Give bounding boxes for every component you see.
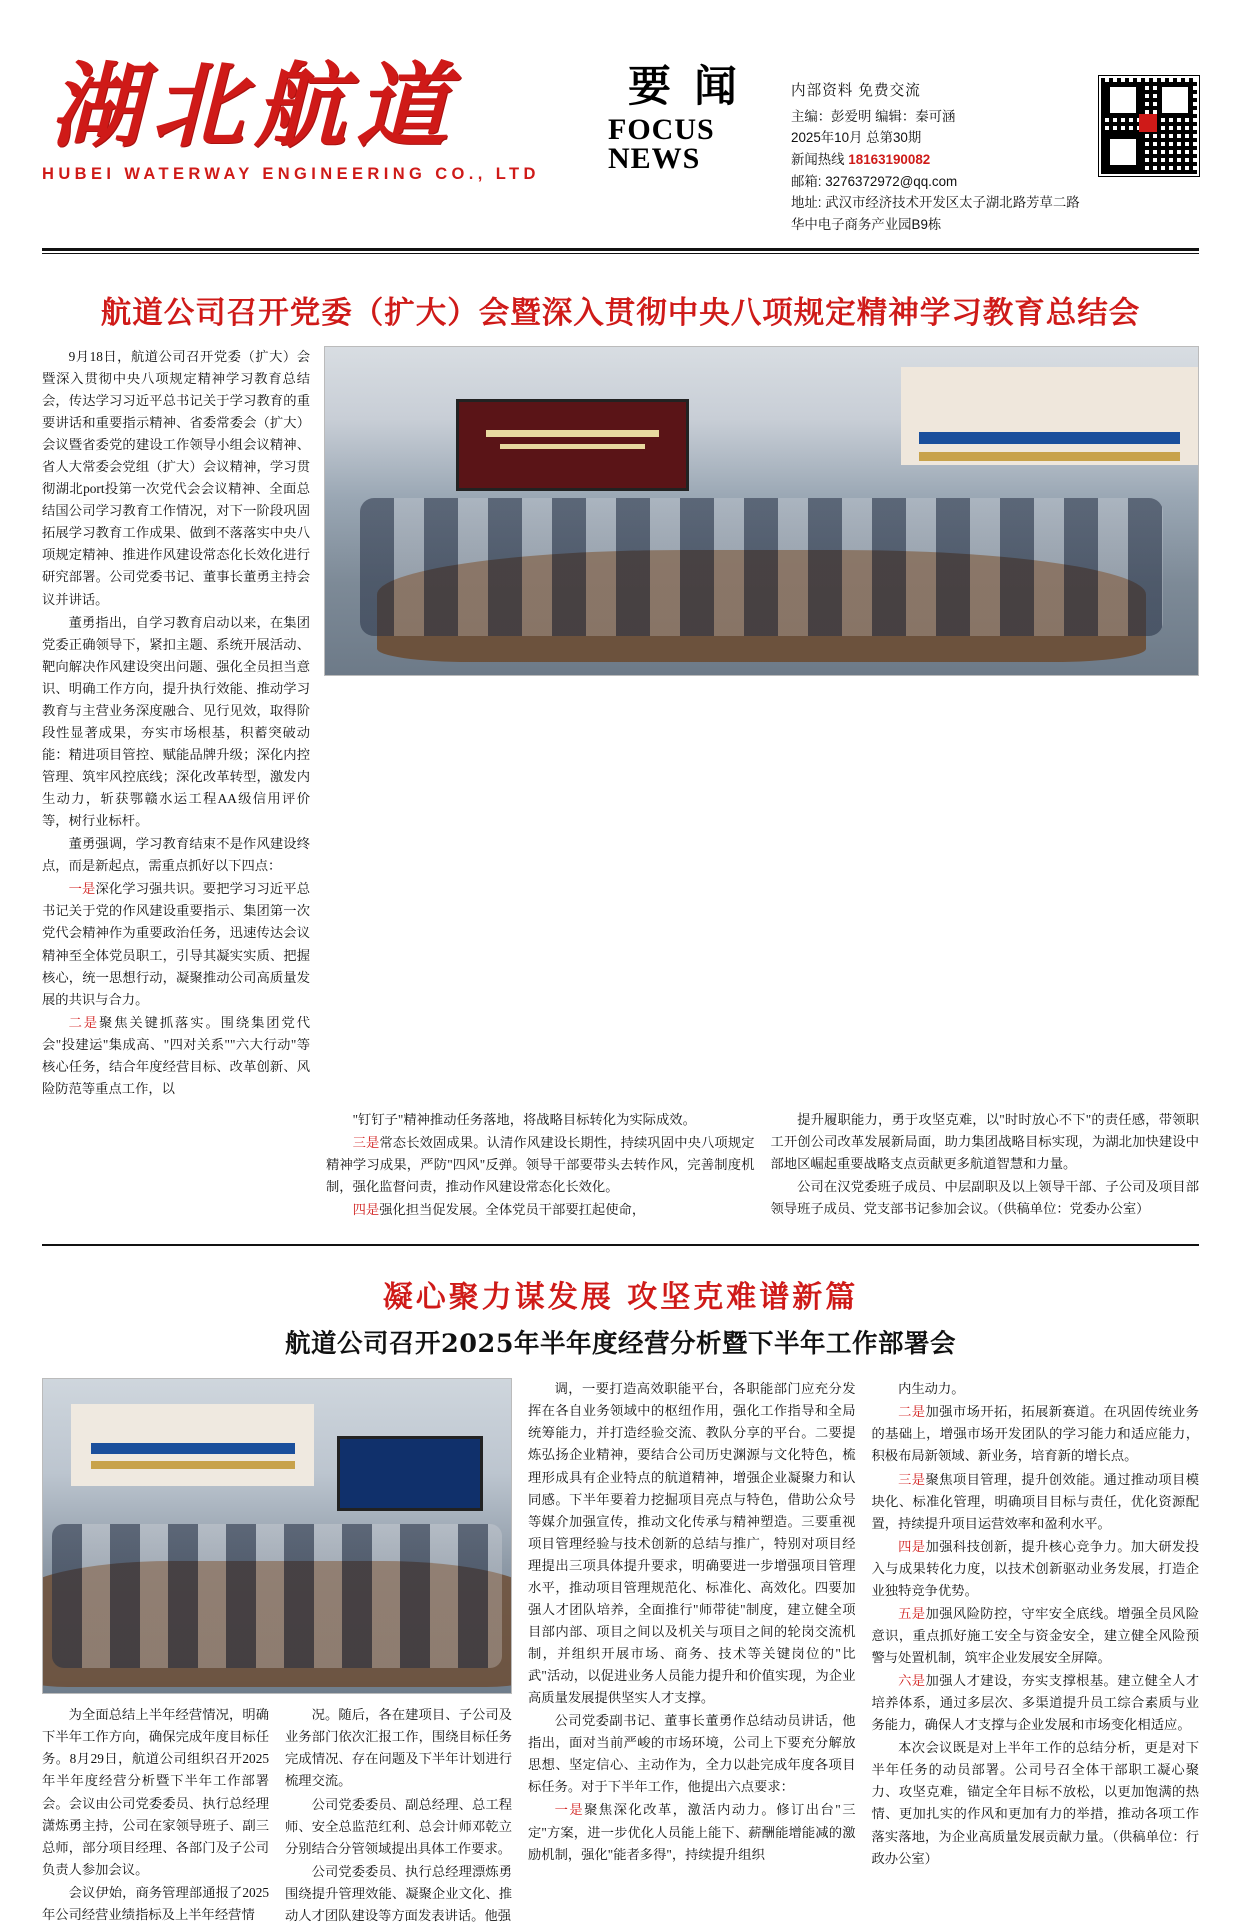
article2-item-lead: 六是 (898, 1673, 926, 1689)
article2-list-item (872, 1670, 1200, 1736)
article1-item-text: 强化担当促发展。全体党员干部要扛起使命， (379, 1202, 646, 1218)
section-divider (42, 1244, 1199, 1246)
article2-column-c (528, 1378, 856, 1866)
article2-item-lead: 五是 (898, 1605, 926, 1621)
article2-left-columns (42, 1704, 512, 1928)
company-wall-sign (71, 1404, 314, 1486)
article2-left (42, 1378, 512, 1928)
article1-para: 董勇强调，学习教育结束不是作风建设终点，而是新起点，需重点抓好以下四点： (42, 836, 310, 874)
focus-label-en (602, 115, 767, 174)
focus-en-bottom: NEWS (608, 142, 701, 176)
article1-para: 提升履职能力，勇于攻坚克难，以"时时放心不下"的责任感，带领职工开创公司改革发展新局面，助力集团战略目标实现，为湖北加快建设中部地区崛起重要战略支点贡献更多航道智慧和力量。 (770, 1111, 1199, 1172)
article2-para: 公司党委委员、执行总经理漂炼勇围绕提升管理效能、凝聚企业文化、推动人才团队建设等方面发表讲话。他强 (285, 1863, 512, 1923)
article1-column-2a (42, 1109, 310, 1222)
article2-para: 本次会议既是对上半年工作的总结分析，更是对下半年任务的动员部署。公司号召全体干部职工凝心聚力、攻坚克难，锚定全年目标不放松，以更加饱满的热情、更加扎实的作风和更加有力的举措，推动各项工作落实落地，为企业高质量发展贡献力量。（供稿单位：行政办公室） (871, 1740, 1199, 1866)
article1-item-text: 聚焦关键抓落实。围绕集团党代会"投建运"集成高、"四对关系""六大行动"等核心任务，结合年度经营目标、改革创新、风险防范等重点工作，以 (42, 1014, 311, 1096)
article1-column-2 (326, 1109, 755, 1222)
article2-para: 为全面总结上半年经营情况，明确下半年工作方向，确保完成年度目标任务。8月29日，航道公司组织召开2025年半年度经营分析暨下半年工作部署会。会议由公司党委委员、执行总经理潇炼勇主持，公司在家领导班子、副三总师，部分项目经理、各部门及子公司负责人参加会议。 (42, 1707, 269, 1877)
focus-block (602, 58, 767, 174)
article1-item-text: 深化学习强共识。要把学习习近平总书记关于党的作风建设重要指示、集团第一次党代会精神作为重要政治任务，迅速传达会议精神至全体党员职工，引导其凝实实质、把握核心，统一思想行动，凝聚推动公司高质量发展的共识与合力。 (42, 881, 311, 1007)
article2-column-d (872, 1378, 1200, 1870)
article2-item-text: 加强市场开拓，拓展新赛道。在巩固传统业务的基础上，增强市场开发团队的学习能力和适应能力，积极布局新领域、新业务，培育新的增长点。 (871, 1404, 1200, 1464)
article2-item-text: 聚焦深化改革，激活内动力。修订出台"三定"方案，进一步优化人员能上能下、薪酬能增能减的激励机制，强化"能者多得"，持续提升组织 (528, 1802, 856, 1862)
article2-list-item (872, 1469, 1200, 1535)
article1-para: 9月18日，航道公司召开党委（扩大）会暨深入贯彻中央八项规定精神学习教育总结会，传达学习习近平总书记关于学习教育的重要讲话和重要指示精神、省委常委会（扩大）会议暨省委党的建设工作领导小组会议精神、省人大常委会党组（扩大）会议精神，学习贯彻湖北port投第一次党代会会议精神、全面总结国公司学习教育工作情况，对下一阶段巩固拓展学习教育工作成果、做到不落落实中央八项规定精神、推进作风建设常态化长效化进行研究部署。公司党委书记、董事长董勇主持会议并讲话。 (42, 348, 310, 607)
attendees (52, 1524, 501, 1668)
article2-list-item (528, 1799, 856, 1865)
article1-photo (324, 346, 1199, 676)
article1-list-item (326, 1199, 755, 1221)
article1-item-text: 常态长效固成果。认清作风建设长期性，持续巩固中央八项规定精神学习成果，严防"四风"反弹。领导干部要带头去转作风，完善制度机制，强化监督问责，推动作风建设常态化长效化。 (326, 1135, 755, 1195)
masthead-rule-thick (42, 248, 1199, 251)
company-wall-sign (901, 367, 1198, 465)
paper-title-cn: 湖北航道 (50, 52, 459, 160)
article1-bottom (42, 1109, 1199, 1222)
article2-item-lead: 二是 (898, 1404, 926, 1420)
article1-column-3 (771, 1109, 1200, 1222)
article2-list-item (872, 1603, 1200, 1669)
info-hotline-label: 新闻热线 (791, 152, 845, 168)
article2-item-lead: 三是 (898, 1471, 926, 1487)
info-email: 邮箱: 3276372972@qq.com (791, 173, 958, 189)
logo-block (42, 52, 602, 184)
article2-item-text: 加强风险防控，守牢安全底线。增强全员风险意识，重点抓好施工安全与资金安全，建立健全风险预警与处置机制，筑牢企业发展安全屏障。 (871, 1605, 1200, 1666)
article1-list-item (42, 1012, 310, 1100)
article1-item-lead: 四是 (352, 1202, 380, 1218)
article2-para: 公司党委副书记、董事长董勇作总结动员讲话，他指出，面对当前严峻的市场环境，公司上下要充分解放思想、坚定信心、主动作为，全力以赴完成年度各项目标任务。对于下半年工作，他提出六点要求： (528, 1713, 856, 1795)
masthead-rule-thin (42, 253, 1199, 254)
paper-title-en: HUBEI WATERWAY ENGINEERING CO., LTD (42, 164, 540, 183)
article2-column-b (285, 1704, 512, 1928)
article2-item-text: 聚焦项目管理，提升创效能。通过推动项目模块化、标准化管理，明确项目目标与责任，优化资源配置，持续提升项目运营效率和盈利水平。 (871, 1471, 1200, 1531)
article2-subtitle: 航道公司召开2025年半年度经营分析暨下半年工作部署会 (285, 1329, 956, 1360)
article1-title: 航道公司召开党委（扩大）会暨深入贯彻中央八项规定精神学习教育总结会 (100, 294, 1141, 331)
article1-para: 董勇指出，自学习教育启动以来，在集团党委正确领导下，紧扣主题、系统开展活动、靶向解决作风建设突出问题、强化全员担当意识、明确工作方向，提升执行效能、推动学习教育与主营业务深度融合、见行见效，取得阶段性显著成果，夯实市场根基，积蓄突破动能：精进项目管控、赋能品牌升级；深化内控管理、筑牢风控底线；深化改革转型，激发内生动力，斩获鄂赣水运工程AA级信用评价等，树行业标杆。 (42, 614, 310, 829)
article2-body (42, 1378, 1199, 1928)
article2-photo (42, 1378, 512, 1694)
article2-list-item (872, 1536, 1200, 1602)
focus-label-cn: 要 闻 (628, 62, 741, 112)
info-hotline-value: 18163190082 (848, 152, 931, 168)
article2-column-a (42, 1704, 269, 1928)
article2-para: 内生动力。 (898, 1381, 965, 1397)
article1-item-lead: 二是 (68, 1014, 100, 1030)
article2-item-text: 加强人才建设，夯实支撑根基。建立健全人才培养体系，通过多层次、多渠道提升员工综合素质与业务能力，确保人才支撑与企业发展和市场变化相适应。 (871, 1673, 1200, 1733)
info-editors: 主编：彭爱明 编辑：秦可涵 (791, 108, 956, 124)
article1-list-item (42, 878, 310, 1010)
article2-para: 况。随后，各在建项目、子公司及业务部门依次汇报工作，围绕目标任务完成情况、存在问题及下半年计划进行梳理交流。 (285, 1707, 512, 1789)
qr-code-icon[interactable] (1099, 76, 1199, 176)
article1-para: 公司在汉党委班子成员、中层副职及以上领导干部、子公司及项目部领导班子成员、党支部书记参加会议。（供稿单位：党委办公室） (770, 1179, 1199, 1217)
masthead-info (767, 58, 1089, 236)
article2-para: 会议伊始，商务管理部通报了2025年公司经营业绩指标及上半年经营情 (42, 1884, 269, 1922)
article2-para: 公司党委委员、副总经理、总工程师、安全总监范红利、总会计师邓乾立分别结合分管领域提出具体工作要求。 (285, 1796, 512, 1856)
article2-list-item (872, 1401, 1200, 1467)
info-address: 地址: 武汉市经济技术开发区太子湖北路芳草二路华中电子商务产业园B9栋 (791, 195, 1080, 233)
attendees (360, 498, 1163, 636)
info-issue: 2025年10月 总第30期 (791, 130, 922, 146)
meeting-screen (337, 1436, 483, 1511)
article1-top (42, 346, 1199, 1101)
article2-title-red: 凝心聚力谋发展 攻坚克难谱新篇 (382, 1280, 859, 1316)
info-internal-free: 内部资料 免费交流 (791, 83, 921, 99)
article1-item-lead: 一是 (68, 881, 96, 897)
qr-block (1089, 58, 1199, 176)
article2-para: 调，一要打造高效职能平台，各职能部门应充分发挥在各自业务领域中的枢纽作用，强化工作指导和全局统筹能力，并打造经验交流、教队分享的平台。二要提炼弘扬企业精神，要结合公司历史渊源与文化特色，梳理形成具有企业特点的航道精神，增强企业凝聚力和认同感。下半年要着力挖掘项目亮点与特色，借助公众号等媒介加强宣传，推动文化传承与精神塑造。三要重视项目管理经验与技术创新的总结与推广，特别对项目经理提出三项具体提升要求，明确要进一步增强项目管理水平，推动项目管理规范化、标准化、高效化。四要加强人才团队培养，全面推行"师带徒"制度，建立健全项目部内部、项目之间以及机关与项目之间的轮岗交流机制，并组织开展市场、商务、技术等关键岗位的"比武"活动，以促进业务人员能力提升和价值实现，为企业高质量发展提供坚实人才支撑。 (528, 1381, 856, 1706)
article1-para: "钉钉子"精神推动任务落地，将战略目标转化为实际成效。 (352, 1111, 696, 1127)
masthead (42, 0, 1199, 242)
article1-photo-wrap (324, 346, 1199, 676)
article1-column-1 (42, 346, 310, 1101)
article2-item-lead: 四是 (898, 1538, 926, 1554)
article2-item-lead: 一是 (554, 1802, 585, 1818)
article1-list-item (326, 1132, 755, 1198)
focus-en-top: FOCUS (608, 113, 715, 146)
article1-item-lead: 三是 (352, 1135, 380, 1151)
article2-item-text: 加强科技创新，提升核心竞争力。加大研发投入与成果转化力度，以技术创新驱动业务发展，打造企业独特竞争优势。 (871, 1538, 1200, 1598)
meeting-screen (456, 399, 689, 490)
info-hotline-row (791, 149, 1089, 171)
